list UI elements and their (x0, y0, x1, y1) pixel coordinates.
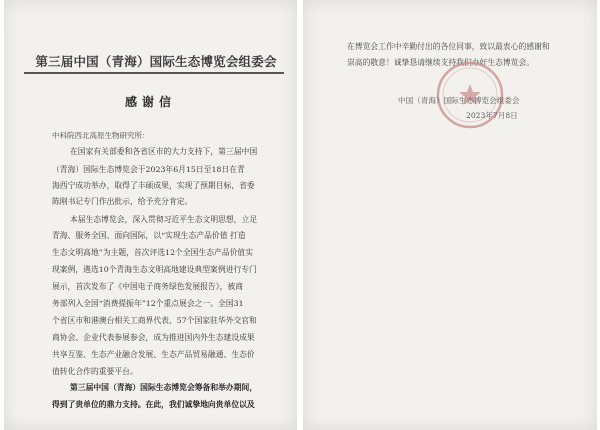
body-line: 务部列入全国“消费提振年”12个重点展会之一。全国31 (52, 299, 244, 308)
body-line: 共享互鉴、生态产业融合发展、生态产品贸易融通、生态价 (52, 350, 255, 359)
body-line: 陈刚书记专门作出批示，给予充分肯定。 (52, 197, 193, 206)
body-line: 在博览会工作中辛勤付出的各位同事，致以最衷心的感谢和 (347, 42, 550, 51)
header-divider (24, 72, 284, 74)
letter-page-left (4, 0, 297, 430)
body-line: 个省区市和港澳台相关工商界代表、57个国家驻华外交官和 (52, 316, 257, 325)
body-line: 青海、服务全国、面向国际，以“实现生态产品价值 打造 (52, 231, 246, 240)
body-line: 展示，首次发布了《中国电子商务绿色发展报告》，被商 (52, 282, 244, 291)
body-line: 值转化合作的重要平台。 (52, 367, 138, 376)
body-line: 第三届中国（青海）国际生态博览会筹备和举办期间， (70, 383, 258, 392)
salutation: 中科院西北高原生物研究所： (52, 131, 150, 140)
body-line: 崇高的敬意！诚挚恳请继续支持我们办好生态博览会。 (347, 58, 535, 67)
body-line: 在国家有关部委和各省区市的大力支持下，第三届中国 (70, 147, 258, 156)
letter-page-right (303, 0, 597, 430)
organizer-header: 第三届中国（青海）国际生态博览会组委会 (35, 54, 277, 69)
body-line: 得到了贵单位的鼎力支持。在此，我们诚挚地向贵单位以及 (52, 400, 255, 409)
body-line: 本届生态博览会，深入贯彻习近平生态文明思想，立足 (70, 215, 258, 224)
body-line: 现案例，遴选10个青海生态文明高地建设典型案例进行专门 (52, 265, 257, 274)
body-line: 海西宁成功举办，取得了丰硕成果，实现了预期目标，省委 (52, 181, 255, 190)
letter-title: 感谢信 (124, 95, 176, 109)
body-line: 生态文明高地”为主题，首次评选12个全国生态产品价值实 (52, 248, 254, 257)
signature-organization: 中国（青海）国际生态博览会组委会 (398, 96, 520, 105)
signature-date: 2023年7月8日 (466, 111, 518, 120)
body-line: （青海）国际生态博览会于2023年6月15日至18日在青 (52, 165, 245, 174)
body-line: 商协会、企业代表参展参会，成为推进国内外生态建设成果 (52, 333, 255, 342)
